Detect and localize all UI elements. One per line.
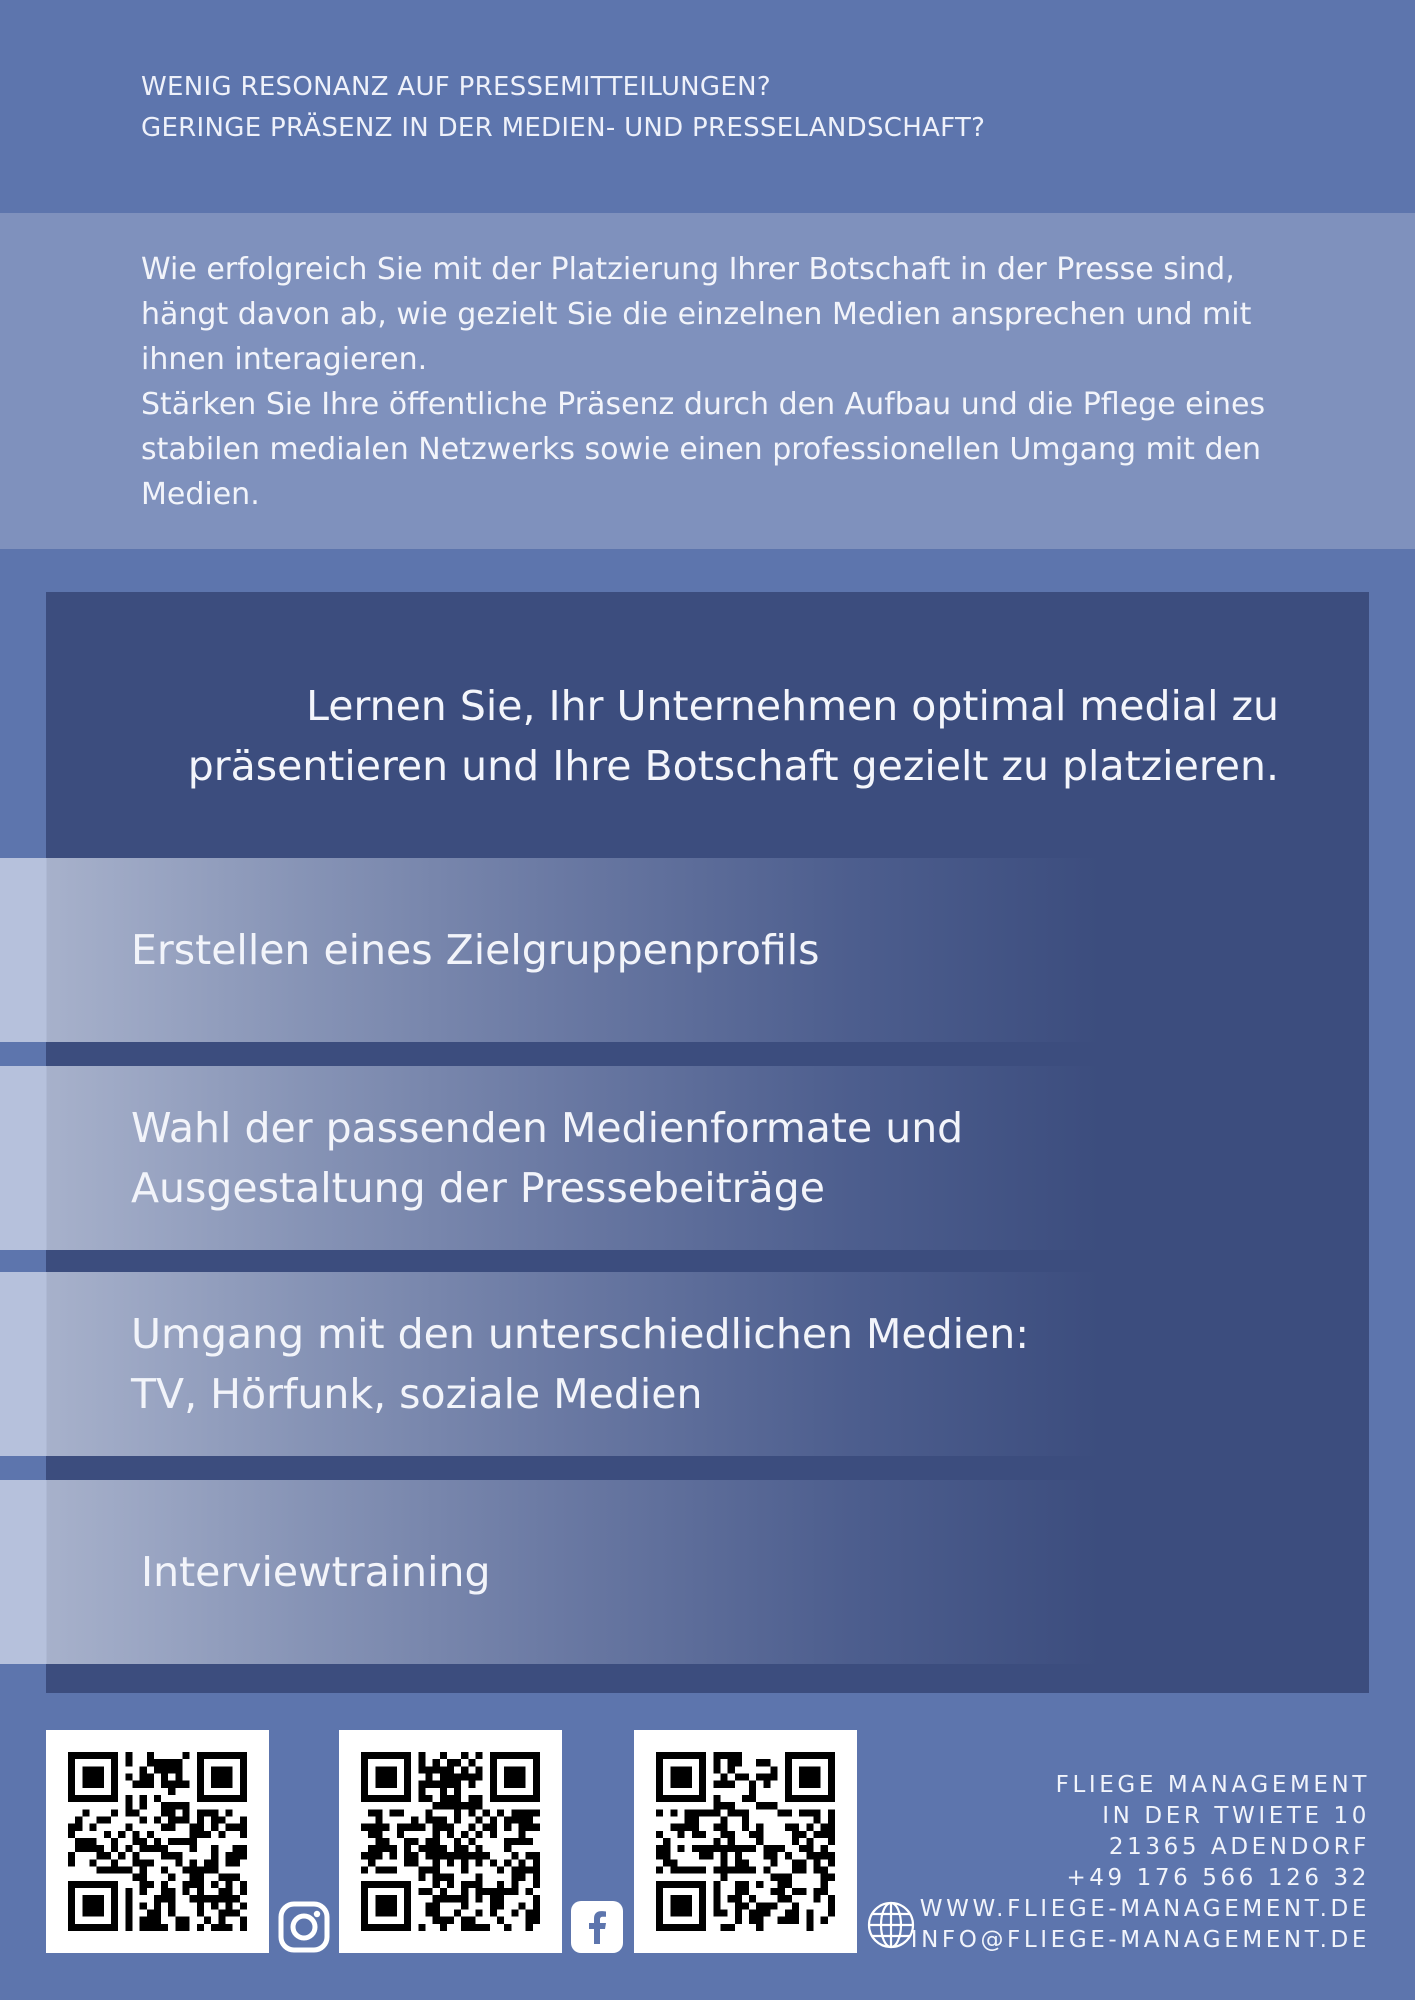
header-band (0, 0, 1415, 212)
intro-line: Stärken Sie Ihre öffentliche Präsenz durch den Aufbau und die Pflege eines (141, 387, 1266, 422)
contact-block (911, 1770, 1370, 1956)
qr-code-instagram[interactable] (46, 1730, 269, 1953)
qr-code-website[interactable] (634, 1730, 857, 1953)
service-item-label: Umgang mit den unterschiedlichen Medien: (131, 1310, 1030, 1358)
service-item-media-formats (0, 1066, 1369, 1250)
qr-code-icon (656, 1752, 835, 1931)
intro-line: Wie erfolgreich Sie mit der Platzierung Ihrer Botschaft in der Presse sind, (141, 252, 1235, 287)
header-question-1: WENIG RESONANZ AUF PRESSEMITTEILUNGEN? (141, 72, 771, 102)
instagram-icon[interactable] (277, 1900, 331, 1954)
qr-code-icon (68, 1752, 247, 1931)
service-item-label: Wahl der passenden Medienformate und (131, 1104, 964, 1152)
service-item-label: Ausgestaltung der Pressebeiträge (131, 1164, 825, 1212)
intro-line: ihnen interagieren. (141, 342, 428, 377)
service-item-label: Interviewtraining (141, 1548, 491, 1596)
qr-code-icon (361, 1752, 540, 1931)
service-item-label: Erstellen eines Zielgruppenprofils (131, 926, 820, 974)
service-item-target-profile (0, 858, 1369, 1042)
headline-line-1: Lernen Sie, Ihr Unternehmen optimal medial zu (306, 682, 1279, 730)
intro-line: stabilen medialen Netzwerks sowie einen professionellen Umgang mit den (141, 432, 1261, 467)
intro-line: hängt davon ab, wie gezielt Sie die einzelnen Medien ansprechen und mit (141, 297, 1252, 332)
intro-text (141, 247, 1321, 517)
city-address: 21365 ADENDORF (1108, 1834, 1370, 1860)
intro-band (0, 213, 1415, 549)
street-address: IN DER TWIETE 10 (1102, 1803, 1370, 1829)
service-item-label: TV, Hörfunk, soziale Medien (131, 1370, 703, 1418)
globe-icon (866, 1900, 916, 1950)
headline-line-2: präsentieren und Ihre Botschaft gezielt zu platzieren. (187, 742, 1279, 790)
service-item-media-handling (0, 1272, 1369, 1456)
header-question-2: GERINGE PRÄSENZ IN DER MEDIEN- UND PRESSELANDSCHAFT? (141, 113, 986, 143)
intro-line: Medien. (141, 477, 260, 512)
panel-headline (79, 676, 1279, 796)
website-link[interactable]: WWW.FLIEGE-MANAGEMENT.DE (919, 1896, 1370, 1922)
phone-number[interactable]: +49 176 566 126 32 (1066, 1865, 1370, 1891)
email-link[interactable]: INFO@FLIEGE-MANAGEMENT.DE (910, 1927, 1370, 1953)
qr-code-facebook[interactable] (339, 1730, 562, 1953)
company-name: FLIEGE MANAGEMENT (1055, 1772, 1370, 1798)
facebook-icon[interactable] (570, 1900, 624, 1954)
service-item-interview-training (0, 1480, 1369, 1664)
